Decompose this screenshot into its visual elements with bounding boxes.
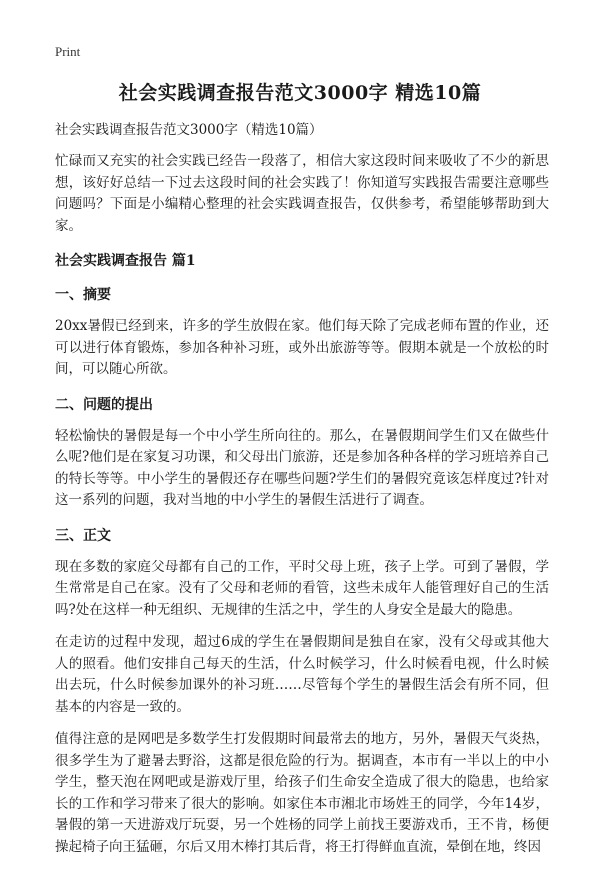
intro-paragraph: 忙碌而又充实的社会实践已经告一段落了，相信大家这段时间来吸收了不少的新思想，该好好总结一下过去这段时间的社会实践了！你知道写实践报告需要注意哪些问题吗？下面是小编精心整理的社会实践调查报告，仅供参考，希望能够帮助到大家。: [55, 153, 549, 234]
body-paragraph: 在走访的过程中发现，超过6成的学生在暑假期间是独自在家，没有父母或其他大人的照看。他们安排自己每天的生活，什么时候学习，什么时候看电视，什么时候出去玩，什么时候参加课外的补习班……尽管每个学生的暑假生活会有所不同，但基本的内容是一致的。: [55, 634, 549, 715]
document-content: [55, 120, 549, 869]
heading-abstract: 一、摘要: [55, 287, 111, 303]
section-title: 社会实践调查报告 篇1: [55, 253, 196, 269]
document-subtitle: 社会实践调查报告范文3000字（精选10篇）: [55, 122, 323, 138]
abstract-paragraph: 20xx暑假已经到来，许多的学生放假在家。他们每天除了完成老师布置的作业，还可以进行体育锻炼，参加各种补习班，或外出旅游等等。假期本就是一个放松的时间，可以随心所欲。: [55, 318, 549, 377]
problem-paragraph: 轻松愉快的暑假是每一个中小学生所向往的。那么，在暑假期间学生们又在做些什么呢?他们是在家复习功课，和父母出门旅游，还是参加各种各样的学习班培养自己的特长等等。中小学生的暑假还存在哪些问题?学生们的暑假究竟该怎样度过?针对这一系列的问题，我对当地的中小学生的暑假生活进行了调查。: [55, 427, 549, 508]
heading-problem: 二、问题的提出: [55, 396, 153, 413]
print-link[interactable]: Print: [55, 44, 81, 59]
body-paragraph: 现在多数的家庭父母都有自己的工作，平时父母上班，孩子上学。可到了暑假，学生常常是自己在家。没有了父母和老师的看管，这些未成年人能管理好自己的生活吗?处在这样一种无组织、无规律的生活之中，学生的人身安全是最大的隐患。: [55, 558, 549, 618]
heading-main-body: 三、正文: [55, 527, 111, 544]
document-title: 社会实践调查报告范文3000字 精选10篇: [118, 82, 482, 104]
body-paragraph: 值得注意的是网吧是多数学生打发假期时间最常去的地方，另外，暑假天气炎热，很多学生为了避暑去野浴，这都是很危险的行为。据调查，本市有一半以上的中小学生，整天泡在网吧或是游戏厅里，给孩子们生命安全造成了很大的隐患，也给家长的工作和学习带来了很大的影响。如家住本市湘北市场姓王的同学，今年14岁，暑假的第一天进游戏厅玩耍，另一个姓杨的同学上前找王要游戏币，王不肯，杨便操起椅子向王猛砸，尔后又用木棒打其后背，将王打得鲜血直流，晕倒在地，终因: [55, 731, 549, 855]
